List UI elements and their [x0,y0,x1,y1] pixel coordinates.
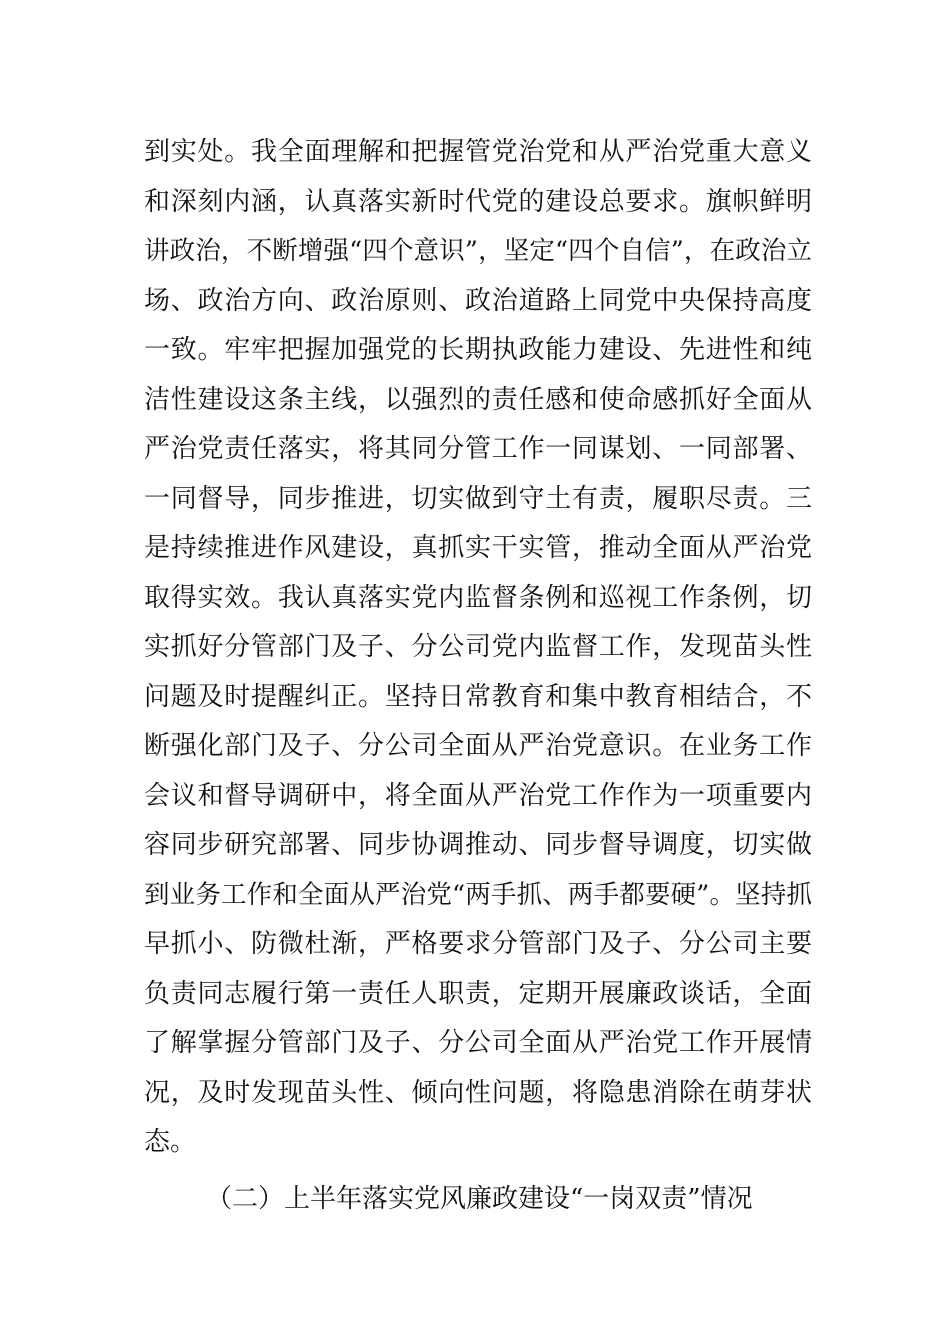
paragraph-line: 严治党责任落实，将其同分管工作一同谋划、一同部署、 [144,434,812,464]
paragraph-line: 是持续推进作风建设，真抓实干实管，推动全面从严治党 [144,533,812,563]
paragraph-line: 一同督导，同步推进，切实做到守土有责，履职尽责。三 [144,483,812,514]
paragraph-line: 断强化部门及子、分公司全面从严治党意识。在业务工作 [144,731,812,761]
body-paragraph [144,128,812,1168]
paragraph-line: 实抓好分管部门及子、分公司党内监督工作，发现苗头性 [144,632,812,662]
section-heading: （二）上半年落实党风廉政建设“一岗双责”情况 [206,1184,753,1214]
paragraph-line: 场、政治方向、政治原则、政治道路上同党中央保持高度 [144,285,812,316]
paragraph-line: 负责同志履行第一责任人职责，定期开展廉政谈话，全面 [144,978,812,1009]
paragraph-line: 取得实效。我认真落实党内监督条例和巡视工作条例，切 [144,582,812,613]
paragraph-line: 和深刻内涵，认真落实新时代党的建设总要求。旗帜鲜明 [144,186,812,217]
paragraph-line: 会议和督导调研中，将全面从严治党工作作为一项重要内 [144,780,812,811]
paragraph-line: 容同步研究部署、同步协调推动、同步督导调度，切实做 [144,830,812,860]
paragraph-line: 洁性建设这条主线，以强烈的责任感和使命感抓好全面从 [144,384,812,415]
paragraph-line: 到业务工作和全面从严治党“两手抓、两手都要硬”。坚持抓 [144,879,812,910]
paragraph-line: 了解掌握分管部门及子、分公司全面从严治党工作开展情 [144,1028,812,1058]
paragraph-line: 态。 [144,1127,197,1157]
paragraph-line: 讲政治，不断增强“四个意识”，坚定“四个自信”，在政治立 [144,236,812,266]
paragraph-line: 况，及时发现苗头性、倾向性问题，将隐患消除在萌芽状 [144,1077,812,1108]
paragraph-line: 到实处。我全面理解和把握管党治党和从严治党重大意义 [144,137,812,167]
paragraph-line: 一致。牢牢把握加强党的长期执政能力建设、先进性和纯 [144,335,812,365]
paragraph-line: 早抓小、防微杜渐，严格要求分管部门及子、分公司主要 [144,929,812,959]
paragraph-line: 问题及时提醒纠正。坚持日常教育和集中教育相结合，不 [144,681,812,712]
